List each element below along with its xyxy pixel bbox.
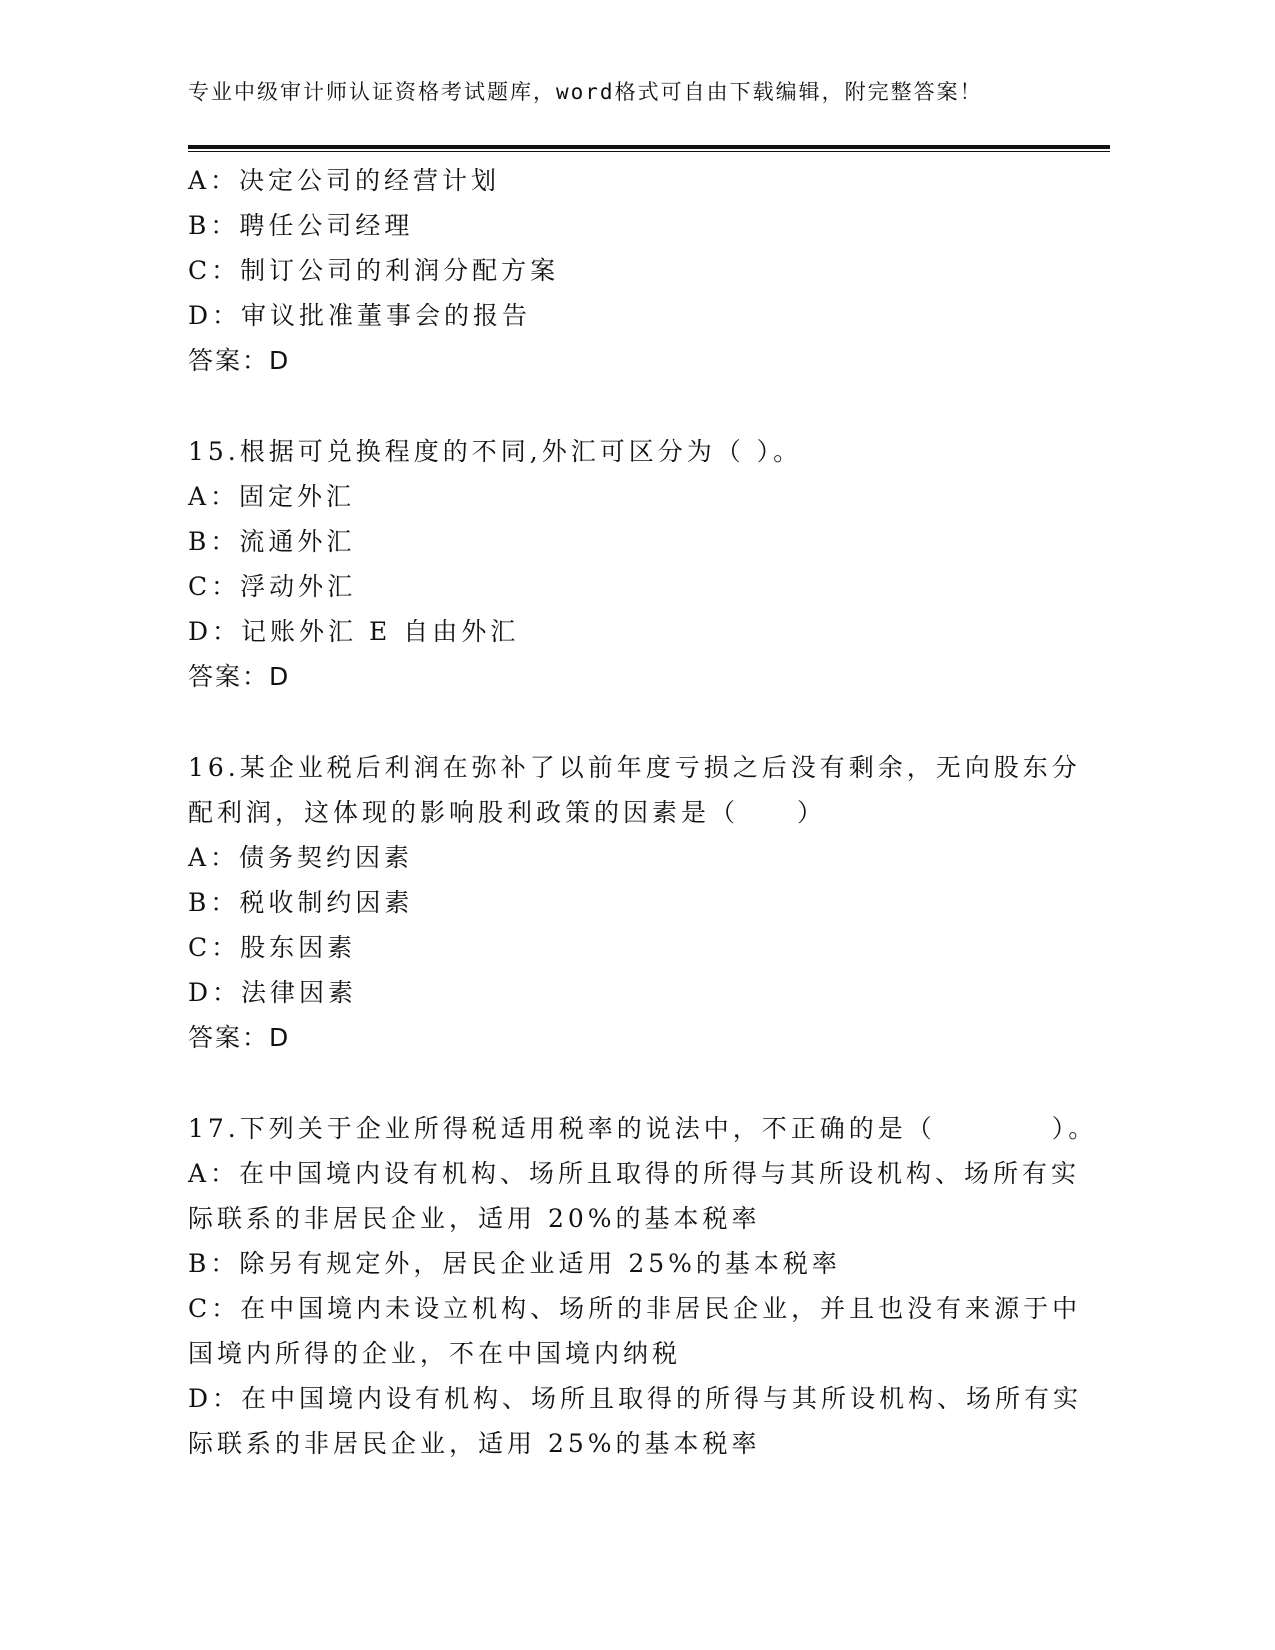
spacer [188, 383, 1088, 429]
option-d: D：审议批准董事会的报告 [188, 301, 532, 330]
option-d: D：法律因素 [188, 978, 358, 1007]
question-16-line-2: 配利润，这体现的影响股利政策的因素是（ ） [188, 798, 827, 827]
option-a: A：债务契约因素 [188, 843, 414, 872]
document-header: 专业中级审计师认证资格考试题库，word格式可自由下载编辑，附完整答案！ [188, 80, 983, 104]
answer: 答案：D [188, 1023, 291, 1052]
option-d: D：记账外汇 E 自由外汇 [188, 617, 520, 646]
option-a-line-2: 际联系的非居民企业，适用 20%的基本税率 [188, 1204, 761, 1233]
option-d-line-2: 际联系的非居民企业，适用 25%的基本税率 [188, 1429, 761, 1458]
option-b: B：税收制约因素 [188, 888, 414, 917]
option-a: A：决定公司的经营计划 [188, 166, 501, 195]
option-b: B：除另有规定外，居民企业适用 25%的基本税率 [188, 1249, 841, 1278]
option-b: B：聘任公司经理 [188, 211, 414, 240]
spacer [188, 1060, 1088, 1106]
question-17: 17.下列关于企业所得税适用税率的说法中，不正确的是（ ）。 [188, 1114, 1098, 1143]
option-b: B：流通外汇 [188, 527, 356, 556]
answer: 答案：D [188, 346, 291, 375]
question-list [188, 158, 1098, 1466]
option-c: C：股东因素 [188, 933, 357, 962]
option-c: C：浮动外汇 [188, 572, 357, 601]
question-15: 15.根据可兑换程度的不同,外汇可区分为（ ）。 [188, 437, 803, 466]
option-a: A：固定外汇 [188, 482, 356, 511]
header-rule-thin [188, 151, 1110, 152]
option-a-line-1: A：在中国境内设有机构、场所且取得的所得与其所设机构、场所有实 [188, 1159, 1081, 1188]
option-d-line-1: D：在中国境内设有机构、场所且取得的所得与其所设机构、场所有实 [188, 1384, 1083, 1413]
option-c: C：制订公司的利润分配方案 [188, 256, 560, 285]
option-c-line-2: 国境内所得的企业，不在中国境内纳税 [188, 1339, 682, 1368]
question-16-line-1: 16.某企业税后利润在弥补了以前年度亏损之后没有剩余，无向股东分 [188, 753, 1081, 782]
option-c-line-1: C：在中国境内未设立机构、场所的非居民企业，并且也没有来源于中 [188, 1294, 1082, 1323]
answer: 答案：D [188, 662, 291, 691]
spacer [188, 699, 1088, 745]
header-rule-thick [188, 145, 1110, 149]
